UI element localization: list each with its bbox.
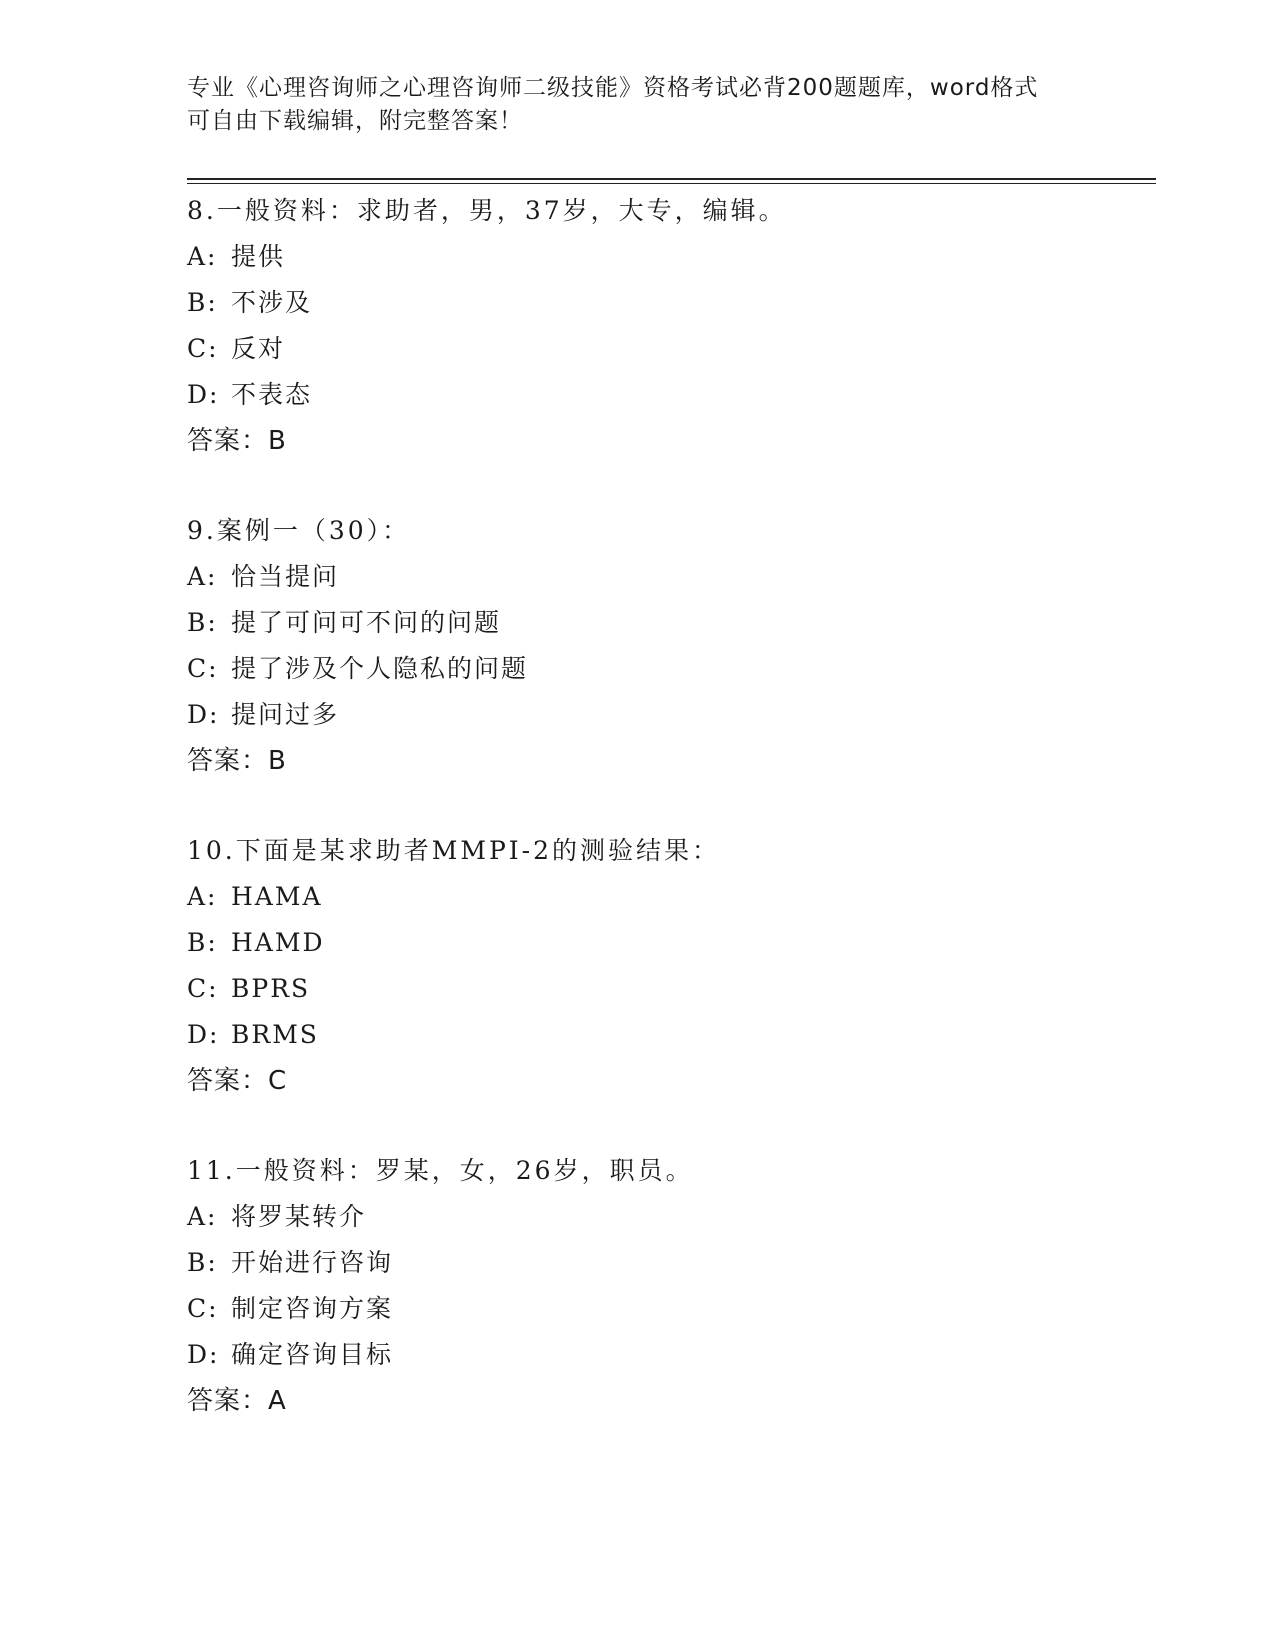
option-key: A: xyxy=(187,242,218,271)
option-text: 将罗某转介 xyxy=(231,1202,367,1231)
option-key: C: xyxy=(187,1294,219,1323)
option-text: 恰当提问 xyxy=(231,562,340,591)
option-d xyxy=(187,372,1156,418)
option-key: D: xyxy=(187,700,220,729)
question-11 xyxy=(187,1148,1156,1424)
option-text: 反对 xyxy=(231,334,286,363)
option-text: 提了可问可不问的问题 xyxy=(231,608,502,637)
option-key: D: xyxy=(187,1020,220,1049)
option-text: 开始进行咨询 xyxy=(231,1248,394,1277)
answer-line: 答案：C xyxy=(187,1066,288,1096)
option-c xyxy=(187,1286,1156,1332)
option-text: HAMD xyxy=(231,928,325,957)
header-line-1: 专业《心理咨询师之心理咨询师二级技能》资格考试必背200题题库，word格式 xyxy=(187,75,1039,101)
option-text: BPRS xyxy=(231,974,311,1003)
option-text: BRMS xyxy=(231,1020,319,1049)
option-text: 提了涉及个人隐私的问题 xyxy=(231,654,529,683)
option-key: A: xyxy=(187,882,218,911)
option-b xyxy=(187,600,1156,646)
option-d xyxy=(187,1012,1156,1058)
option-text: 确定咨询目标 xyxy=(231,1340,394,1369)
option-d xyxy=(187,1332,1156,1378)
option-c xyxy=(187,326,1156,372)
header-line-2: 可自由下载编辑，附完整答案！ xyxy=(187,108,523,134)
option-b xyxy=(187,920,1156,966)
option-key: C: xyxy=(187,654,219,683)
option-key: C: xyxy=(187,974,219,1003)
option-key: B: xyxy=(187,1248,218,1277)
document-header xyxy=(187,72,1087,138)
option-a xyxy=(187,234,1156,280)
option-text: 提供 xyxy=(231,242,286,271)
header-divider xyxy=(187,178,1156,180)
option-c xyxy=(187,646,1156,692)
question-8 xyxy=(187,188,1156,464)
question-title: 9.案例一（30）： xyxy=(187,516,411,545)
question-9 xyxy=(187,508,1156,784)
answer-line: 答案：B xyxy=(187,426,287,456)
option-key: A: xyxy=(187,1202,218,1231)
question-title: 10.下面是某求助者MMPI-2的测验结果： xyxy=(187,836,721,865)
option-a xyxy=(187,1194,1156,1240)
answer-line: 答案：A xyxy=(187,1386,287,1416)
option-key: C: xyxy=(187,334,219,363)
option-text: 提问过多 xyxy=(231,700,340,729)
option-text: 不涉及 xyxy=(231,288,313,317)
option-b xyxy=(187,1240,1156,1286)
option-b xyxy=(187,280,1156,326)
option-d xyxy=(187,692,1156,738)
option-key: B: xyxy=(187,288,218,317)
question-title: 8.一般资料：求助者，男，37岁，大专，编辑。 xyxy=(187,196,787,225)
option-text: 不表态 xyxy=(231,380,313,409)
option-key: B: xyxy=(187,608,218,637)
question-title: 11.一般资料：罗某，女，26岁，职员。 xyxy=(187,1156,694,1185)
answer-line: 答案：B xyxy=(187,746,287,776)
option-key: D: xyxy=(187,380,220,409)
question-list xyxy=(187,188,1156,1468)
option-a xyxy=(187,874,1156,920)
option-key: D: xyxy=(187,1340,220,1369)
option-text: 制定咨询方案 xyxy=(231,1294,394,1323)
question-10 xyxy=(187,828,1156,1104)
option-text: HAMA xyxy=(231,882,323,911)
option-c xyxy=(187,966,1156,1012)
option-key: A: xyxy=(187,562,218,591)
option-key: B: xyxy=(187,928,218,957)
option-a xyxy=(187,554,1156,600)
